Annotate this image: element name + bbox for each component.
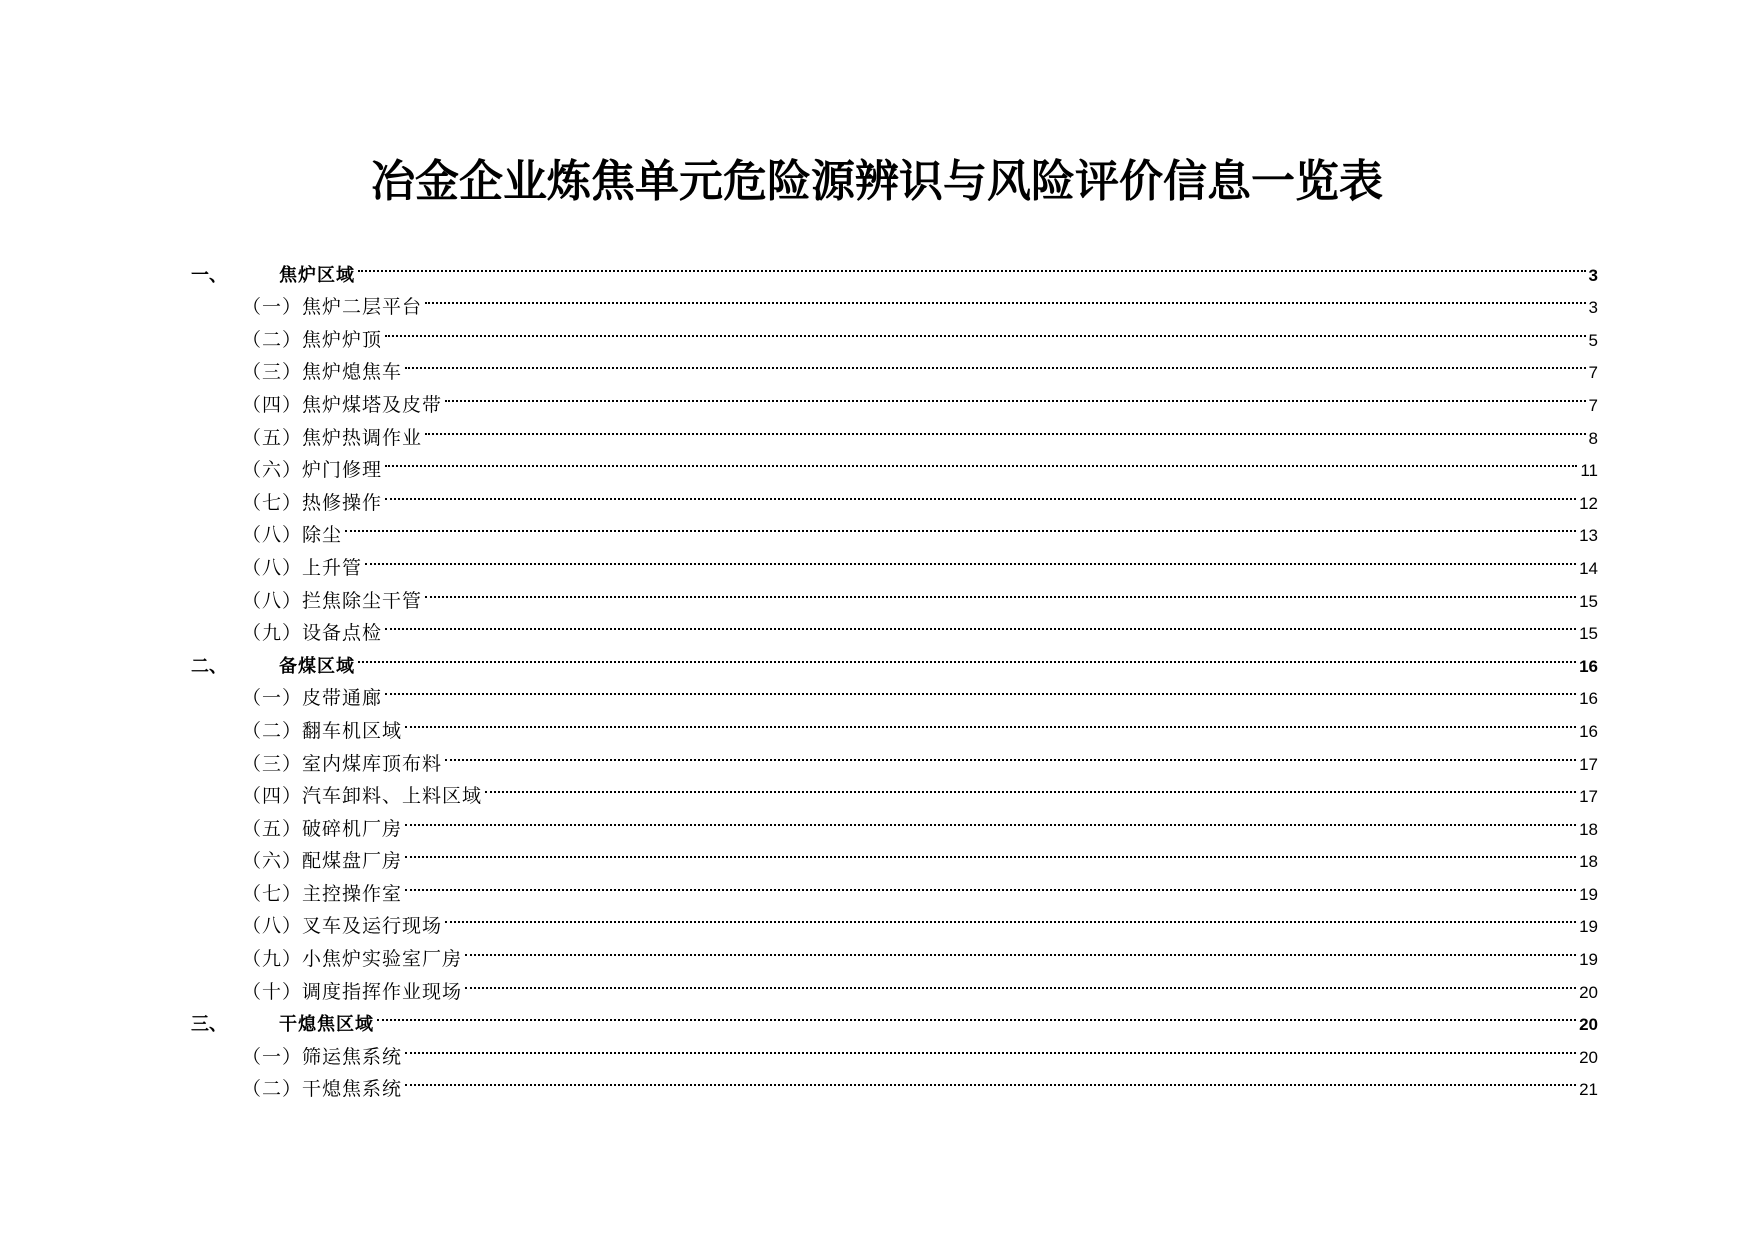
toc-entry-label: 炉门修理: [302, 459, 383, 482]
toc-page-number: 17: [1579, 787, 1598, 807]
toc-subsection-entry[interactable]: [191, 867, 1598, 905]
toc-subsection-entry[interactable]: [191, 737, 1598, 775]
toc-section-entry[interactable]: [191, 248, 1598, 286]
toc-dot-leader: [405, 1030, 1576, 1063]
toc-entry-number: （五）: [242, 817, 303, 840]
toc-entry-label: 上升管: [302, 556, 363, 579]
toc-dot-leader: [465, 932, 1576, 965]
toc-page-number: 3: [1588, 298, 1598, 318]
toc-subsection-entry[interactable]: [191, 607, 1598, 645]
toc-dot-leader: [385, 672, 1576, 705]
toc-dot-leader: [405, 802, 1576, 835]
toc-entry-label: 小焦炉实验室厂房: [302, 948, 463, 971]
toc-page-number: 21: [1579, 1080, 1598, 1100]
toc-subsection-entry[interactable]: [191, 313, 1598, 351]
toc-subsection-entry[interactable]: [191, 900, 1598, 938]
toc-entry-number: 三、: [191, 1014, 227, 1036]
toc-entry-label: 焦炉二层平台: [302, 296, 423, 319]
toc-entry-label: 破碎机厂房: [302, 817, 403, 840]
toc-dot-leader: [365, 541, 1576, 574]
toc-subsection-entry[interactable]: [191, 378, 1598, 416]
toc-page-number: 12: [1579, 493, 1598, 513]
toc-entry-number: （八）: [242, 556, 303, 579]
toc-subsection-entry[interactable]: [191, 1063, 1598, 1101]
toc-dot-leader: [445, 737, 1576, 770]
page-title: 冶金企业炼焦单元危险源辨识与风险评价信息一览表: [371, 156, 1383, 207]
toc-page-number: 5: [1588, 330, 1598, 350]
toc-dot-leader: [425, 281, 1586, 314]
toc-page-number: 15: [1579, 591, 1598, 611]
toc-entry-number: （一）: [242, 687, 303, 710]
toc-entry-label: 翻车机区域: [302, 719, 403, 742]
toc-section-entry[interactable]: [191, 998, 1598, 1036]
toc-entry-label: 除尘: [302, 524, 343, 547]
toc-entry-label: 主控操作室: [302, 882, 403, 905]
toc-dot-leader: [425, 411, 1586, 444]
toc-subsection-entry[interactable]: [191, 541, 1598, 579]
toc-entry-label: 汽车卸料、上料区域: [302, 785, 483, 808]
toc-entry-number: （八）: [242, 524, 303, 547]
toc-entry-number: （三）: [242, 361, 303, 384]
toc-entry-label: 干熄焦区域: [279, 1014, 374, 1036]
toc-subsection-entry[interactable]: [191, 476, 1598, 514]
toc-page-number: 20: [1579, 1047, 1598, 1067]
toc-entry-label: 拦焦除尘干管: [302, 589, 423, 612]
toc-subsection-entry[interactable]: [191, 509, 1598, 547]
toc-entry-label: 焦炉煤塔及皮带: [302, 393, 443, 416]
toc-entry-label: 焦炉热调作业: [302, 426, 423, 449]
toc-page-number: 7: [1588, 363, 1598, 383]
toc-entry-number: （四）: [242, 785, 303, 808]
toc-subsection-entry[interactable]: [191, 346, 1598, 384]
toc-entry-number: （一）: [242, 296, 303, 319]
toc-page-number: 20: [1579, 982, 1598, 1002]
toc-entry-number: 二、: [191, 655, 227, 677]
toc-subsection-entry[interactable]: [191, 672, 1598, 710]
toc-page-number: 17: [1579, 754, 1598, 774]
toc-dot-leader: [385, 313, 1586, 346]
toc-dot-leader: [385, 607, 1576, 640]
toc-dot-leader: [445, 378, 1586, 411]
toc-page-number: 16: [1579, 656, 1598, 676]
toc-entry-label: 皮带通廊: [302, 687, 383, 710]
toc-entry-number: （二）: [242, 1078, 303, 1101]
toc-page-number: 20: [1579, 1015, 1598, 1035]
toc-dot-leader: [358, 248, 1586, 281]
toc-dot-leader: [345, 509, 1576, 542]
toc-subsection-entry[interactable]: [191, 574, 1598, 612]
toc-dot-leader: [385, 444, 1577, 477]
table-of-contents: [191, 248, 1598, 1101]
toc-page-number: 19: [1579, 884, 1598, 904]
toc-entry-number: （二）: [242, 719, 303, 742]
toc-dot-leader: [405, 346, 1586, 379]
toc-entry-label: 室内煤库顶布料: [302, 752, 443, 775]
toc-subsection-entry[interactable]: [191, 1030, 1598, 1068]
toc-dot-leader: [445, 900, 1576, 933]
toc-entry-label: 设备点检: [302, 622, 383, 645]
toc-dot-leader: [425, 574, 1576, 607]
toc-page-number: 7: [1588, 395, 1598, 415]
toc-entry-number: （一）: [242, 1045, 303, 1068]
toc-subsection-entry[interactable]: [191, 281, 1598, 319]
toc-dot-leader: [405, 835, 1576, 868]
toc-page-number: 19: [1579, 950, 1598, 970]
toc-page-number: 8: [1588, 428, 1598, 448]
toc-dot-leader: [377, 998, 1576, 1031]
toc-entry-label: 干熄焦系统: [302, 1078, 403, 1101]
toc-dot-leader: [485, 770, 1576, 803]
toc-page-number: 19: [1579, 917, 1598, 937]
toc-page-number: 3: [1588, 265, 1598, 285]
toc-dot-leader: [405, 867, 1576, 900]
toc-entry-number: （八）: [242, 589, 303, 612]
toc-section-entry[interactable]: [191, 639, 1598, 677]
toc-page-number: 15: [1579, 624, 1598, 644]
toc-subsection-entry[interactable]: [191, 444, 1598, 482]
toc-entry-number: （五）: [242, 426, 303, 449]
toc-entry-number: （八）: [242, 915, 303, 938]
toc-dot-leader: [385, 476, 1576, 509]
toc-dot-leader: [405, 704, 1576, 737]
toc-entry-label: 备煤区域: [279, 655, 355, 677]
toc-entry-number: （二）: [242, 328, 303, 351]
toc-entry-number: （六）: [242, 850, 303, 873]
toc-page-number: 16: [1579, 689, 1598, 709]
toc-dot-leader: [465, 965, 1576, 998]
toc-entry-label: 配煤盘厂房: [302, 850, 403, 873]
toc-page-number: 14: [1579, 558, 1598, 578]
toc-page-number: 13: [1579, 526, 1598, 546]
toc-entry-number: （四）: [242, 393, 303, 416]
toc-entry-label: 调度指挥作业现场: [302, 980, 463, 1003]
toc-entry-number: （九）: [242, 948, 303, 971]
toc-page-number: 18: [1579, 819, 1598, 839]
toc-entry-number: （十）: [242, 980, 303, 1003]
toc-entry-number: （九）: [242, 622, 303, 645]
toc-entry-number: （七）: [242, 491, 303, 514]
toc-entry-label: 热修操作: [302, 491, 383, 514]
toc-page-number: 18: [1579, 852, 1598, 872]
toc-entry-number: （七）: [242, 882, 303, 905]
toc-subsection-entry[interactable]: [191, 704, 1598, 742]
toc-entry-label: 焦炉区域: [279, 264, 355, 286]
toc-entry-label: 叉车及运行现场: [302, 915, 443, 938]
toc-page-number: 11: [1580, 461, 1598, 481]
toc-entry-label: 焦炉熄焦车: [302, 361, 403, 384]
toc-subsection-entry[interactable]: [191, 835, 1598, 873]
toc-page-number: 16: [1579, 721, 1598, 741]
toc-entry-number: （六）: [242, 459, 303, 482]
toc-dot-leader: [405, 1063, 1576, 1096]
toc-entry-label: 筛运焦系统: [302, 1045, 403, 1068]
toc-entry-number: （三）: [242, 752, 303, 775]
toc-entry-number: 一、: [191, 264, 227, 286]
toc-entry-label: 焦炉炉顶: [302, 328, 383, 351]
toc-dot-leader: [358, 639, 1576, 672]
